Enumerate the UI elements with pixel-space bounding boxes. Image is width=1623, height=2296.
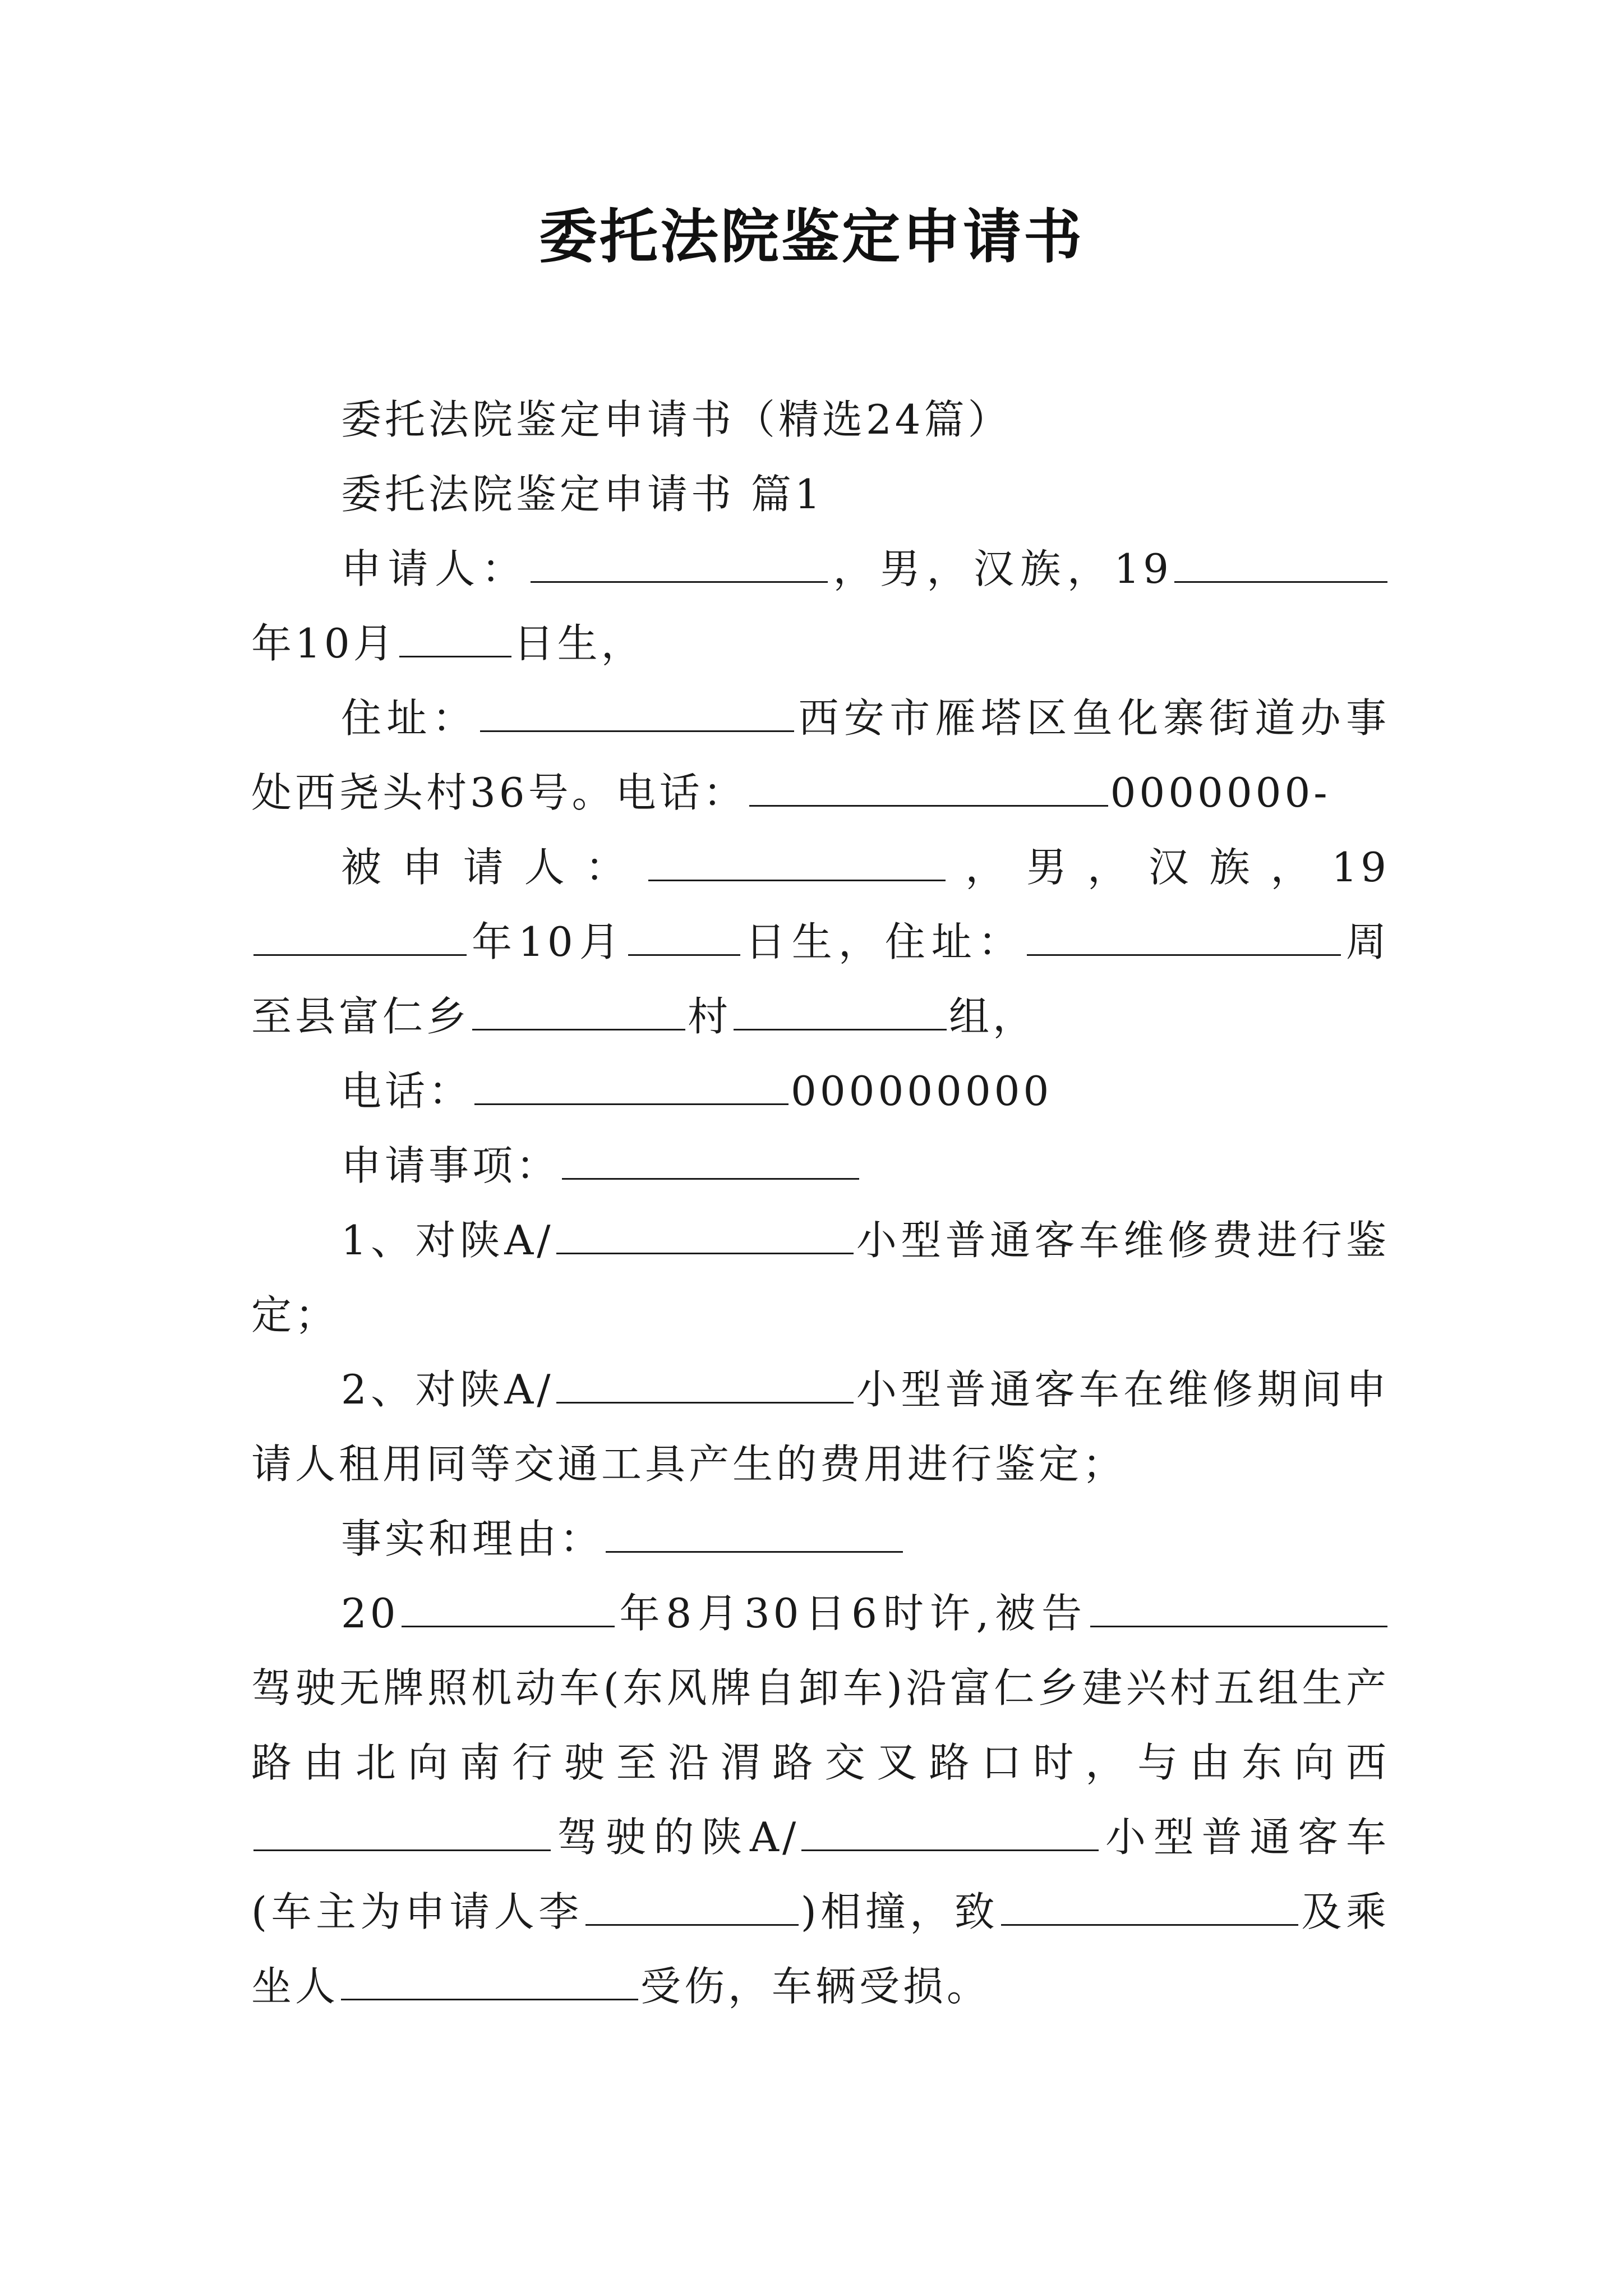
blank-field (1027, 919, 1341, 956)
item-1-text: 小型普通客车维修费进行鉴定； (251, 1217, 1390, 1338)
blank-field (402, 1591, 615, 1627)
facts-passenger-text: 及乘坐人 (251, 1888, 1390, 2010)
respondent-month-text: 年10月 (469, 918, 626, 965)
facts-paragraph (251, 1576, 1390, 2024)
blank-field (1001, 1889, 1298, 1926)
facts-owner-text: 小型普通客车(车主为申请人李 (251, 1814, 1390, 1935)
blank-field (253, 1815, 551, 1851)
phone-number: 000000000 (791, 1068, 1053, 1115)
applicant-year-text: 年 (251, 620, 296, 667)
applicant-day-text: 日生， (513, 620, 645, 667)
blank-field (253, 919, 467, 956)
matters-label: 申请事项： (341, 1142, 560, 1189)
applicant-label: 申请人： (341, 545, 528, 592)
item-1-paragraph (251, 1203, 1390, 1352)
address-label: 住址： (341, 694, 478, 742)
document-body (251, 383, 1390, 2024)
facts-label: 事实和理由： (341, 1515, 604, 1562)
item-1-prefix: 1、对陕A/ (341, 1217, 554, 1264)
facts-vehicle-text: 驾驶的陕A/ (553, 1814, 800, 1861)
blank-field (1090, 1591, 1387, 1627)
respondent-address-label: 日生，住址： (742, 918, 1025, 965)
facts-collision-text: )相撞，致 (800, 1888, 999, 1935)
section-heading: 委托法院鉴定申请书 篇1 (341, 471, 824, 518)
applicant-gender-text: ，男，汉族，19 (829, 545, 1172, 592)
phone-label: 电话： (341, 1068, 473, 1115)
matters-paragraph (251, 1129, 1390, 1203)
facts-heading-paragraph (251, 1502, 1390, 1576)
blank-field (341, 1964, 638, 2000)
item-2-paragraph (251, 1352, 1390, 1502)
blank-field (648, 845, 946, 881)
blank-field (585, 1889, 799, 1926)
respondent-label: 被申请人： (341, 844, 647, 891)
blank-field (480, 696, 794, 732)
blank-field (734, 994, 947, 1030)
address-text: 西安市雁塔区鱼化寨街道办事处西尧头村36号。电话： (251, 694, 1390, 816)
blank-field (606, 1516, 903, 1553)
facts-date-text: 年8月30日6时许,被告 (616, 1590, 1088, 1637)
facts-route-text: 驾驶无牌照机动车(东风牌自卸车)沿富仁乡建兴村五组生产路由北向南行驶至沿渭路交叉路口时，与由东向西 (251, 1664, 1390, 1786)
blank-field (399, 621, 511, 657)
facts-year-prefix: 20 (341, 1590, 399, 1637)
phone-paragraph (251, 1054, 1390, 1129)
blank-field (628, 919, 740, 956)
respondent-paragraph (251, 830, 1390, 1054)
blank-field (562, 1143, 859, 1180)
blank-field (1174, 546, 1387, 583)
item-2-prefix: 2、对陕A/ (341, 1366, 554, 1413)
blank-field (749, 770, 1108, 807)
respondent-gender-text: ，男，汉族，19 (948, 844, 1390, 891)
facts-injury-text: 受伤，车辆受损。 (640, 1963, 991, 2010)
blank-field (531, 546, 828, 583)
subtitle: 委托法院鉴定申请书（精选24篇） (341, 396, 1012, 443)
document-title: 委托法院鉴定申请书 (538, 203, 1084, 271)
blank-field (556, 1367, 854, 1404)
address-phone-text: 0000000- (1110, 769, 1331, 816)
respondent-village-text: 村 (688, 993, 732, 1040)
address-paragraph (251, 681, 1390, 830)
blank-field (801, 1815, 1099, 1851)
applicant-month-text: 10月 (295, 620, 397, 667)
blank-field (472, 994, 685, 1030)
respondent-group-text: 组， (949, 993, 1037, 1040)
blank-field (474, 1069, 789, 1105)
blank-field (556, 1218, 854, 1254)
respondent-county-text: 周至县富仁乡 (251, 918, 1390, 1040)
applicant-paragraph (251, 532, 1390, 681)
item-2-text: 小型普通客车在维修期间申请人租用同等交通工具产生的费用进行鉴定； (251, 1366, 1390, 1488)
